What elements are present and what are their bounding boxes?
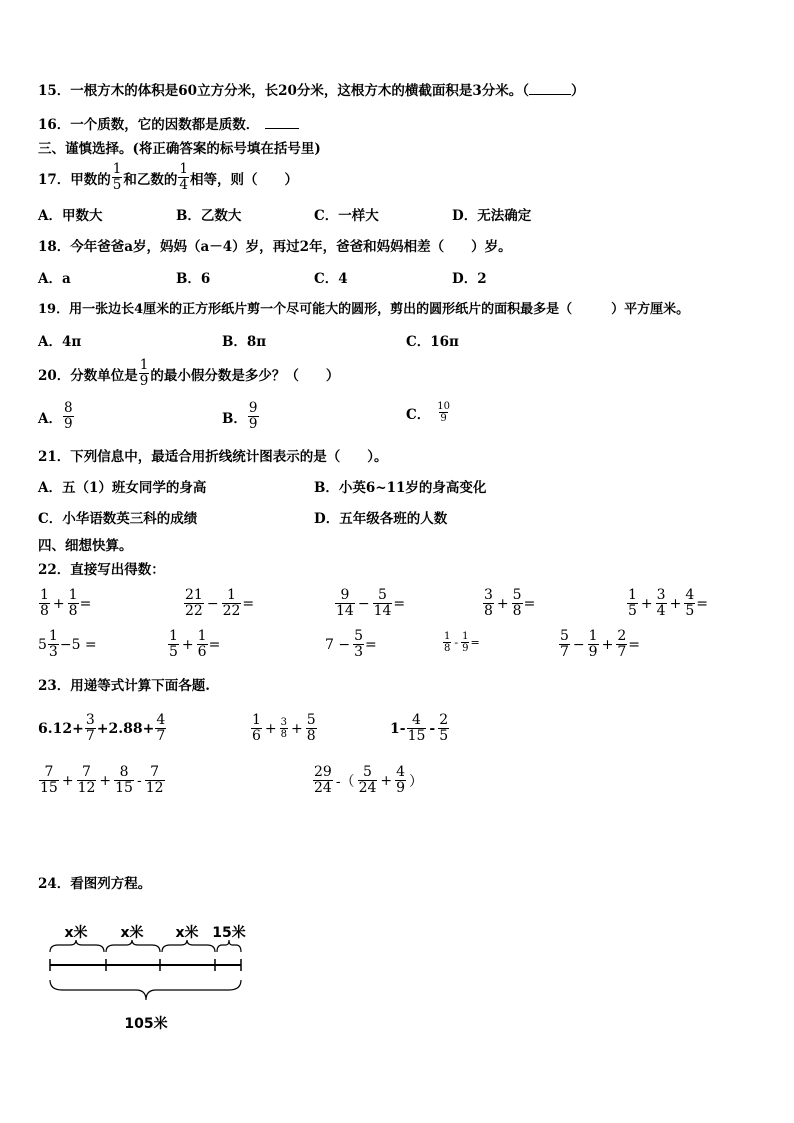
top-brace [217,940,241,952]
option-a[interactable]: A．五（1）班女同学的身高 [38,480,207,496]
option-d[interactable]: D．2 [452,271,487,287]
option-d[interactable]: D．无法确定 [452,208,532,224]
calc-item: $\frac{1}{5}$ + $\frac{1}{6}$ = [169,628,221,660]
option-c[interactable]: C．16π [406,334,459,350]
option-a[interactable]: A． $\frac{8}{9}$ [38,400,73,432]
question-17: 17．甲数的 $\frac{1}{5}$ 和乙数的 $\frac{1}{4}$ 相等，则（ ） [38,161,298,193]
calc-item: $\frac{1}{8}$ + $\frac{1}{8}$ = [40,587,92,619]
option-a[interactable]: A．a [38,271,71,287]
calc-item: $\frac{1}{8}$ - $\frac{1}{9}$ = [444,631,480,654]
fraction: $\frac{8}{9}$ [63,400,73,432]
option-c[interactable]: C．4 [314,271,348,287]
question-19: 19．用一张边长4厘米的正方形纸片剪一个尽可能大的圆形，剪出的圆形纸片的面积最多是（ ）平方厘米。 [38,302,690,317]
option-a[interactable]: A．4π [38,334,82,350]
option-a[interactable]: A．甲数大 [38,208,103,224]
question-16: 16．一个质数，它的因数都是质数． [38,116,299,134]
fraction: $\frac{1}{9}$ [139,357,149,389]
question-23: 23．用递等式计算下面各题. [38,678,210,694]
bottom-brace [50,980,241,1000]
fraction: $\frac{1}{4}$ [179,161,188,193]
segment-label: x米 [64,925,88,941]
option-b[interactable]: B．6 [176,271,211,287]
top-brace [162,940,215,952]
calc-item: $\frac{1}{5}$ + $\frac{3}{4}$ + $\frac{4}{5}$ = [628,587,708,619]
fraction: $\frac{1}{5}$ [112,161,122,193]
fraction: $\frac{9}{9}$ [248,400,258,432]
question-18: 18．今年爸爸a岁，妈妈（a－4）岁，再过2年，爸爸和妈妈相差（ ）岁。 [38,239,512,255]
option-c[interactable]: C．一样大 [314,208,379,224]
top-brace [106,940,160,952]
option-b[interactable]: B．8π [222,334,267,350]
option-c[interactable]: C． $\frac{10}{9}$ [406,401,450,424]
question-21: 21．下列信息中，最适合用折线统计图表示的是（ ）。 [38,449,388,465]
calc-item: $\frac{3}{8}$ + $\frac{5}{8}$ = [484,587,536,619]
calc-item: 6.12+ $\frac{3}{7}$ +2.88+ $\frac{4}{7}$ [38,712,166,744]
calc-item: $\frac{9}{14}$ − $\frac{5}{14}$ = [336,587,406,619]
answer-blank[interactable] [529,82,571,95]
calc-item: $\frac{5}{7}$ − $\frac{1}{9}$ + $\frac{2}{7}$ = [560,628,640,660]
segment-label: x米 [120,925,144,941]
option-b[interactable]: B．小英6~11岁的身高变化 [314,480,487,496]
segment-label: 15米 [212,925,246,941]
answer-blank[interactable] [265,116,299,129]
equation-diagram [40,918,260,1038]
question-20: 20．分数单位是 $\frac{1}{9}$ 的最小假分数是多少？（ ） [38,357,340,389]
calc-item: $\frac{21}{22}$ − $\frac{1}{22}$ = [185,587,255,619]
fraction: $\frac{10}{9}$ [437,401,450,424]
calc-item: 5 $\frac{1}{3}$ −5 = [38,628,97,660]
question-15: 15．一根方木的体积是60立方分米，长20分米，这根方木的横截面积是3分米。（ ） [38,83,585,99]
question-24: 24．看图列方程。 [38,876,152,892]
question-22: 22．直接写出得数： [38,562,165,578]
segment-label: x米 [175,925,199,941]
calc-item: $\frac{7}{15}$ + $\frac{7}{12}$ + $\frac{8}{15}$ - $\frac{7}{12}$ [40,764,164,796]
top-brace [50,940,104,952]
calc-item: $\frac{1}{6}$ + $\frac{3}{8}$ + $\frac{5}{8}$ [252,712,316,744]
section-heading-4: 四、细想快算。 [38,538,133,554]
calc-item: $\frac{29}{24}$ -（ $\frac{5}{24}$ + $\frac{4}{9}$ ） [314,764,424,796]
calc-item: 1- $\frac{4}{15}$ - $\frac{2}{5}$ [390,712,449,744]
option-b[interactable]: B． $\frac{9}{9}$ [222,400,258,432]
total-label: 105米 [124,1016,168,1032]
option-c[interactable]: C．小华语数英三科的成绩 [38,511,198,527]
option-d[interactable]: D．五年级各班的人数 [314,511,448,527]
option-b[interactable]: B．乙数大 [176,208,242,224]
section-heading-3: 三、谨慎选择。(将正确答案的标号填在括号里) [38,141,321,157]
calc-item: 7 − $\frac{5}{3}$ = [325,628,377,660]
